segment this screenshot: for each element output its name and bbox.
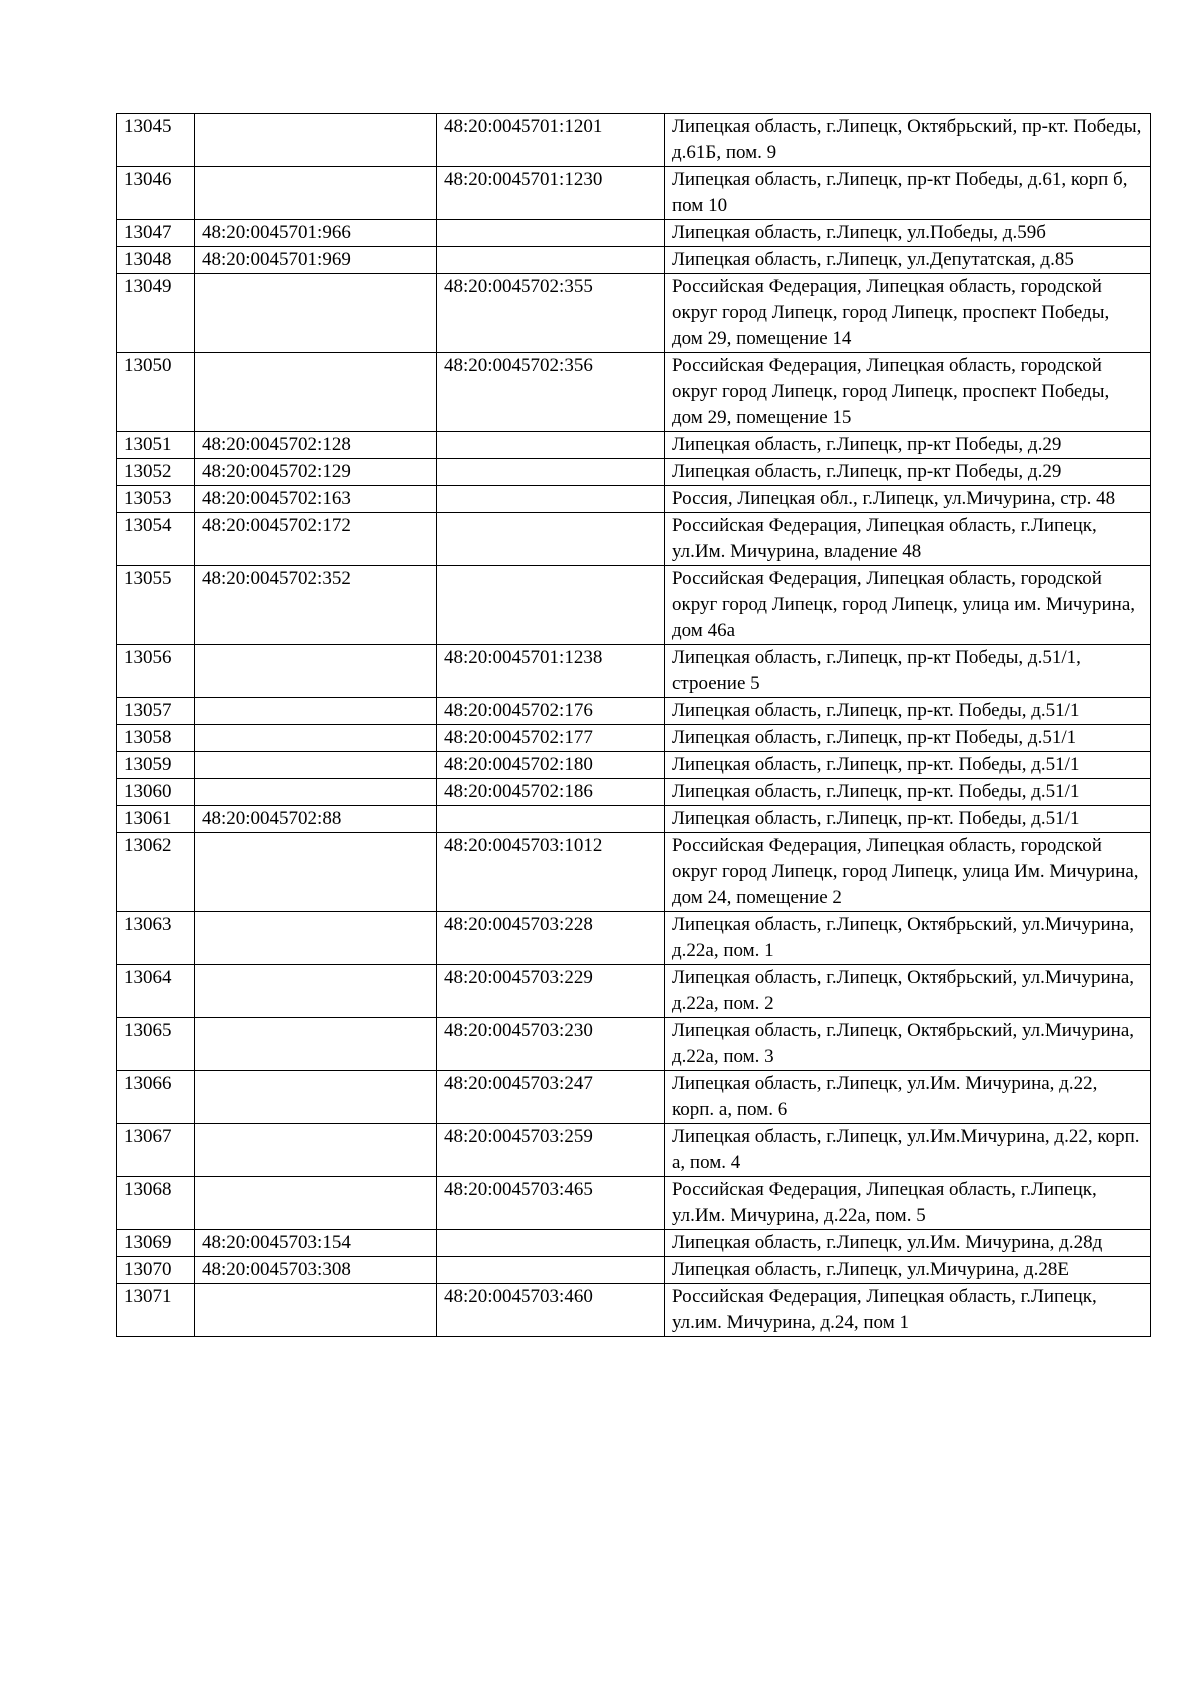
table-row [117,566,1151,645]
registry-table-body [117,114,1151,1337]
address-cell: Россия, Липецкая обл., г.Липецк, ул.Мичурина, стр. 48 [665,486,1151,513]
table-row [117,1177,1151,1230]
table-row [117,1018,1151,1071]
row-number-cell: 13052 [117,459,195,486]
address-cell: Липецкая область, г.Липецк, ул.Им. Мичурина, д.22, корп. а, пом. 6 [665,1071,1151,1124]
row-number-cell: 13064 [117,965,195,1018]
land-cadastral-number-cell: 48:20:0045703:308 [195,1257,437,1284]
row-number-cell: 13070 [117,1257,195,1284]
land-cadastral-number-cell [195,274,437,353]
object-cadastral-number-cell [437,486,665,513]
row-number-cell: 13059 [117,752,195,779]
land-cadastral-number-cell [195,912,437,965]
row-number-cell: 13062 [117,833,195,912]
row-number-cell: 13068 [117,1177,195,1230]
address-cell: Российская Федерация, Липецкая область, городской округ город Липецк, город Липецк, улица им. Мичурина, дом 46а [665,566,1151,645]
address-cell: Липецкая область, г.Липецк, пр-кт Победы, д.51/1 [665,725,1151,752]
table-row [117,912,1151,965]
table-row [117,645,1151,698]
object-cadastral-number-cell: 48:20:0045703:229 [437,965,665,1018]
address-cell: Российская Федерация, Липецкая область, г.Липецк, ул.им. Мичурина, д.24, пом 1 [665,1284,1151,1337]
row-number-cell: 13047 [117,220,195,247]
address-cell: Липецкая область, г.Липецк, пр-кт. Победы, д.51/1 [665,806,1151,833]
table-row [117,779,1151,806]
land-cadastral-number-cell: 48:20:0045702:352 [195,566,437,645]
object-cadastral-number-cell [437,513,665,566]
row-number-cell: 13046 [117,167,195,220]
land-cadastral-number-cell: 48:20:0045702:129 [195,459,437,486]
object-cadastral-number-cell [437,220,665,247]
table-row [117,1071,1151,1124]
land-cadastral-number-cell: 48:20:0045702:88 [195,806,437,833]
address-cell: Липецкая область, г.Липецк, Октябрьский, пр-кт. Победы, д.61Б, пом. 9 [665,114,1151,167]
address-cell: Липецкая область, г.Липецк, ул.Им.Мичурина, д.22, корп. а, пом. 4 [665,1124,1151,1177]
object-cadastral-number-cell [437,459,665,486]
address-cell: Липецкая область, г.Липецк, пр-кт Победы, д.61, корп б, пом 10 [665,167,1151,220]
address-cell: Российская Федерация, Липецкая область, г.Липецк, ул.Им. Мичурина, д.22а, пом. 5 [665,1177,1151,1230]
table-row [117,432,1151,459]
object-cadastral-number-cell: 48:20:0045703:465 [437,1177,665,1230]
row-number-cell: 13061 [117,806,195,833]
land-cadastral-number-cell [195,725,437,752]
land-cadastral-number-cell [195,167,437,220]
row-number-cell: 13051 [117,432,195,459]
address-cell: Липецкая область, г.Липецк, ул.Им. Мичурина, д.28д [665,1230,1151,1257]
row-number-cell: 13063 [117,912,195,965]
row-number-cell: 13049 [117,274,195,353]
table-row [117,114,1151,167]
land-cadastral-number-cell [195,645,437,698]
row-number-cell: 13067 [117,1124,195,1177]
object-cadastral-number-cell: 48:20:0045702:186 [437,779,665,806]
registry-table [116,113,1151,1337]
land-cadastral-number-cell [195,1071,437,1124]
row-number-cell: 13066 [117,1071,195,1124]
object-cadastral-number-cell: 48:20:0045702:355 [437,274,665,353]
object-cadastral-number-cell [437,566,665,645]
land-cadastral-number-cell [195,1124,437,1177]
object-cadastral-number-cell: 48:20:0045703:1012 [437,833,665,912]
object-cadastral-number-cell: 48:20:0045703:259 [437,1124,665,1177]
address-cell: Липецкая область, г.Липецк, ул.Депутатская, д.85 [665,247,1151,274]
object-cadastral-number-cell [437,1230,665,1257]
table-row [117,833,1151,912]
object-cadastral-number-cell: 48:20:0045701:1230 [437,167,665,220]
row-number-cell: 13048 [117,247,195,274]
land-cadastral-number-cell [195,1018,437,1071]
address-cell: Липецкая область, г.Липецк, пр-кт. Победы, д.51/1 [665,698,1151,725]
object-cadastral-number-cell: 48:20:0045703:460 [437,1284,665,1337]
address-cell: Липецкая область, г.Липецк, пр-кт. Победы, д.51/1 [665,779,1151,806]
address-cell: Российская Федерация, Липецкая область, городской округ город Липецк, город Липецк, проспект Победы, дом 29, помещение 15 [665,353,1151,432]
address-cell: Российская Федерация, Липецкая область, городской округ город Липецк, город Липецк, проспект Победы, дом 29, помещение 14 [665,274,1151,353]
land-cadastral-number-cell: 48:20:0045701:969 [195,247,437,274]
row-number-cell: 13058 [117,725,195,752]
row-number-cell: 13050 [117,353,195,432]
object-cadastral-number-cell: 48:20:0045702:177 [437,725,665,752]
table-row [117,513,1151,566]
table-row [117,965,1151,1018]
object-cadastral-number-cell [437,432,665,459]
row-number-cell: 13054 [117,513,195,566]
table-row [117,459,1151,486]
table-row [117,353,1151,432]
address-cell: Липецкая область, г.Липецк, Октябрьский, ул.Мичурина, д.22а, пом. 3 [665,1018,1151,1071]
land-cadastral-number-cell [195,752,437,779]
table-row [117,806,1151,833]
land-cadastral-number-cell: 48:20:0045703:154 [195,1230,437,1257]
land-cadastral-number-cell [195,779,437,806]
row-number-cell: 13069 [117,1230,195,1257]
land-cadastral-number-cell [195,114,437,167]
row-number-cell: 13060 [117,779,195,806]
address-cell: Липецкая область, г.Липецк, пр-кт Победы, д.29 [665,432,1151,459]
object-cadastral-number-cell: 48:20:0045701:1201 [437,114,665,167]
land-cadastral-number-cell: 48:20:0045702:163 [195,486,437,513]
table-row [117,486,1151,513]
land-cadastral-number-cell [195,353,437,432]
table-row [117,752,1151,779]
land-cadastral-number-cell [195,698,437,725]
object-cadastral-number-cell [437,806,665,833]
row-number-cell: 13045 [117,114,195,167]
land-cadastral-number-cell [195,833,437,912]
table-row [117,1230,1151,1257]
address-cell: Липецкая область, г.Липецк, ул.Победы, д.59б [665,220,1151,247]
row-number-cell: 13065 [117,1018,195,1071]
object-cadastral-number-cell: 48:20:0045702:176 [437,698,665,725]
table-row [117,725,1151,752]
address-cell: Липецкая область, г.Липецк, пр-кт Победы, д.29 [665,459,1151,486]
object-cadastral-number-cell: 48:20:0045703:228 [437,912,665,965]
object-cadastral-number-cell [437,247,665,274]
table-row [117,1124,1151,1177]
land-cadastral-number-cell [195,1177,437,1230]
object-cadastral-number-cell: 48:20:0045702:180 [437,752,665,779]
land-cadastral-number-cell [195,1284,437,1337]
row-number-cell: 13057 [117,698,195,725]
table-row [117,1284,1151,1337]
table-row [117,167,1151,220]
object-cadastral-number-cell: 48:20:0045702:356 [437,353,665,432]
table-row [117,1257,1151,1284]
row-number-cell: 13071 [117,1284,195,1337]
object-cadastral-number-cell [437,1257,665,1284]
object-cadastral-number-cell: 48:20:0045701:1238 [437,645,665,698]
object-cadastral-number-cell: 48:20:0045703:247 [437,1071,665,1124]
table-row [117,247,1151,274]
address-cell: Липецкая область, г.Липецк, Октябрьский, ул.Мичурина, д.22а, пом. 2 [665,965,1151,1018]
land-cadastral-number-cell [195,965,437,1018]
address-cell: Российская Федерация, Липецкая область, г.Липецк, ул.Им. Мичурина, владение 48 [665,513,1151,566]
address-cell: Липецкая область, г.Липецк, ул.Мичурина, д.28Е [665,1257,1151,1284]
object-cadastral-number-cell: 48:20:0045703:230 [437,1018,665,1071]
address-cell: Российская Федерация, Липецкая область, городской округ город Липецк, город Липецк, улица Им. Мичурина, дом 24, помещение 2 [665,833,1151,912]
land-cadastral-number-cell: 48:20:0045702:128 [195,432,437,459]
table-row [117,698,1151,725]
row-number-cell: 13053 [117,486,195,513]
table-row [117,220,1151,247]
row-number-cell: 13055 [117,566,195,645]
address-cell: Липецкая область, г.Липецк, пр-кт. Победы, д.51/1 [665,752,1151,779]
land-cadastral-number-cell: 48:20:0045701:966 [195,220,437,247]
table-row [117,274,1151,353]
address-cell: Липецкая область, г.Липецк, пр-кт Победы, д.51/1, строение 5 [665,645,1151,698]
address-cell: Липецкая область, г.Липецк, Октябрьский, ул.Мичурина, д.22а, пом. 1 [665,912,1151,965]
row-number-cell: 13056 [117,645,195,698]
land-cadastral-number-cell: 48:20:0045702:172 [195,513,437,566]
